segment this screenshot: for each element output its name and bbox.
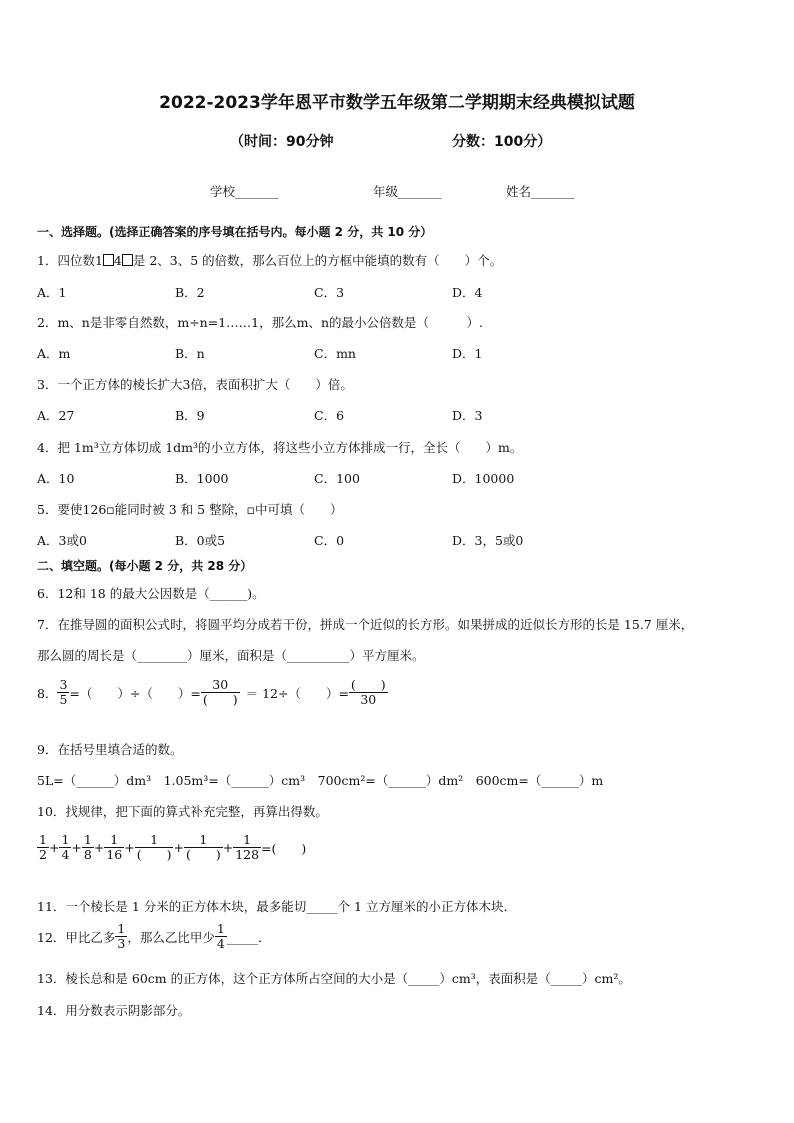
q3-option-b: B．9 — [175, 408, 205, 423]
q2-option-a: A．m — [37, 346, 71, 361]
plus-sign: + — [48, 840, 60, 856]
question-7-line2: 那么圆的周长是（________）厘米，面积是（__________）平方厘米。 — [37, 648, 425, 663]
page-title: 2022-2023学年恩平市数学五年级第二学期期末经典模拟试题 — [159, 93, 635, 113]
q3-option-d: D．3 — [452, 408, 483, 423]
q12-text-b: ，那么乙比甲少 — [127, 929, 215, 945]
q10-fraction: $\frac{1}{2}$ — [39, 832, 47, 863]
q8-middle-1: =（ ）÷（ ）= — [69, 685, 201, 701]
q4-option-d: D．10000 — [452, 471, 515, 486]
q2-option-b: B．n — [175, 346, 205, 361]
name-field: 姓名_______ — [506, 184, 575, 199]
q1-option-d: D．4 — [452, 285, 483, 300]
grade-field: 年级_______ — [373, 184, 442, 199]
section1-title: 一、选择题。(选择正确答案的序号填在括号内。每小题 2 分，共 10 分） — [37, 225, 433, 239]
exam-time: （时间：90分钟 — [230, 134, 334, 150]
q5-option-b: B．0或5 — [175, 533, 226, 548]
q10-fraction: $\frac{1}{( )}$ — [185, 832, 221, 863]
q1-option-a: A．1 — [37, 285, 67, 300]
q12-fraction-2: $\frac{1}{4}$ — [216, 921, 225, 952]
question-7-line1: 7．在推导圆的面积公式时，将圆平均分成若干份，拼成一个近似的长方形。如果拼成的近似长方形的长是 15.7 厘米， — [37, 617, 694, 632]
q8-middle-2: ＝ 12÷（ ）= — [245, 685, 349, 701]
school-field: 学校_______ — [210, 184, 279, 199]
q1-option-b: B．2 — [175, 285, 205, 300]
q10-expression — [37, 833, 306, 863]
question-5: 5．要使126▫能同时被 3 和 5 整除，▫中可填（ ） — [37, 502, 343, 517]
q10-fraction: $\frac{1}{16}$ — [106, 832, 123, 863]
q8-fraction-2: $\frac{30}{( )}$ — [202, 677, 238, 708]
question-4: 4．把 1m³立方体切成 1dm³的小立方体，将这些小立方体排成一行，全长（ ）m。 — [37, 440, 523, 455]
q8-label: 8． — [37, 685, 58, 701]
question-9: 9．在括号里填合适的数。 — [37, 742, 183, 757]
q4-option-b: B．1000 — [175, 471, 229, 486]
q10-fraction: $\frac{1}{128}$ — [235, 832, 260, 863]
blank-square-icon — [122, 254, 133, 266]
q10-result: =( ) — [261, 840, 307, 856]
plus-sign: + — [93, 840, 105, 856]
plus-sign: + — [222, 840, 234, 856]
question-9-items: 5L=（______）dm³ 1.05m³=（______）cm³ 700cm²=（______）dm² 600cm=（______）m — [37, 773, 604, 788]
q5-option-d: D．3，5或0 — [452, 533, 524, 548]
q2-option-c: C．mn — [314, 346, 356, 361]
q12-text-a: 12．甲比乙多 — [37, 929, 116, 945]
q12-text-c: _____． — [226, 929, 271, 945]
question-6: 6．12和 18 的最大公因数是（______)。 — [37, 586, 265, 601]
q5-option-c: C．0 — [314, 533, 345, 548]
question-14: 14．用分数表示阴影部分。 — [37, 1003, 191, 1018]
question-3: 3．一个正方体的棱长扩大3倍，表面积扩大（ ）倍。 — [37, 377, 353, 392]
q12-fraction-1: $\frac{1}{3}$ — [117, 921, 126, 952]
question-10: 10．找规律，把下面的算式补充完整，再算出得数。 — [37, 804, 328, 819]
question-8 — [37, 678, 388, 708]
plus-sign: + — [173, 840, 184, 856]
blank-square-icon — [103, 254, 114, 266]
q8-fraction-3: $\frac{( )}{30}$ — [350, 677, 386, 708]
q1-text-a: 1．四位数1 — [37, 253, 103, 268]
question-2: 2．m、n是非零自然数，m÷n=1……1，那么m、n的最小公倍数是（ ）. — [37, 315, 483, 330]
q8-fraction-1: $\frac{3}{5}$ — [59, 677, 68, 708]
q10-fraction: $\frac{1}{8}$ — [83, 832, 92, 863]
q4-option-c: C．100 — [314, 471, 360, 486]
question-13: 13．棱长总和是 60cm 的正方体，这个正方体所占空间的大小是（_____）cm³，表面积是（_____）cm²。 — [37, 971, 631, 986]
question-12 — [37, 922, 271, 952]
section2-title: 二、填空题。(每小题 2 分，共 28 分） — [37, 559, 253, 573]
q4-option-a: A．10 — [37, 471, 75, 486]
question-1 — [37, 251, 502, 269]
q5-option-a: A．3或0 — [37, 533, 87, 548]
q1-text-c: 是 2、3、5 的倍数，那么百位上的方框中能填的数有（ ）个。 — [132, 253, 503, 268]
q10-fraction: $\frac{1}{( )}$ — [136, 832, 172, 863]
q3-option-c: C．6 — [314, 408, 345, 423]
plus-sign: + — [124, 840, 135, 856]
q1-text-b: 4 — [113, 253, 122, 268]
question-11: 11．一个棱长是 1 分米的正方体木块，最多能切_____个 1 立方厘米的小正方体木块． — [37, 899, 516, 914]
plus-sign: + — [71, 840, 82, 856]
q1-option-c: C．3 — [314, 285, 345, 300]
exam-score: 分数：100分） — [452, 134, 552, 150]
q10-fraction: $\frac{1}{4}$ — [61, 832, 70, 863]
q2-option-d: D．1 — [452, 346, 483, 361]
q3-option-a: A．27 — [37, 408, 75, 423]
